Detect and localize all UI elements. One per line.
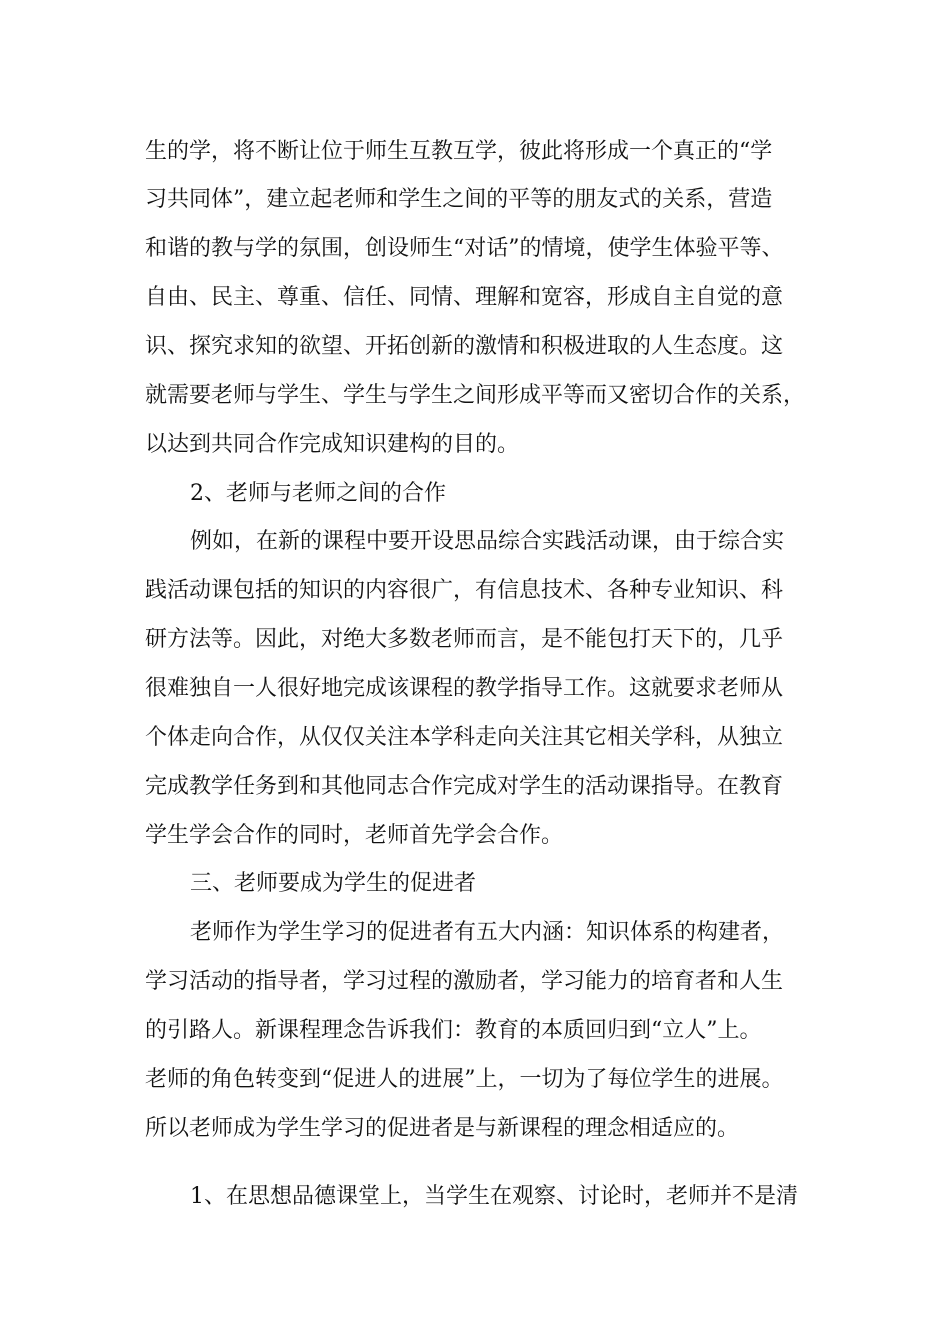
paragraph-line: 个体走向合作，从仅仅关注本学科走向关注其它相关学科，从独立 [145,725,784,750]
section-heading: 2、老师与老师之间的合作 [190,481,446,506]
paragraph-line: 老师作为学生学习的促进者有五大内涵：知识体系的构建者， [190,920,785,945]
paragraph-line: 的引路人。新课程理念告诉我们：教育的本质回归到“立人”上。 [145,1018,762,1043]
paragraph-line: 1、在思想品德课堂上，当学生在观察、讨论时，老师并不是清 [190,1184,798,1209]
paragraph-line: 老师的角色转变到“促进人的进展”上，一切为了每位学生的进展。 [145,1067,784,1092]
section-heading: 三、老师要成为学生的促进者 [190,871,477,896]
paragraph-line: 研方法等。因此，对绝大多数老师而言，是不能包打天下的，几乎 [145,627,784,652]
paragraph-line: 生的学，将不断让位于师生互教互学，彼此将形成一个真正的“学 [145,139,773,164]
paragraph-line: 完成教学任务到和其他同志合作完成对学生的活动课指导。在教育 [145,774,784,799]
paragraph-line: 所以老师成为学生学习的促进者是与新课程的理念相适应的。 [145,1116,740,1141]
paragraph-line: 很难独自一人很好地完成该课程的教学指导工作。这就要求老师从 [145,676,784,701]
paragraph-line: 自由、民主、尊重、信任、同情、理解和宽容，形成自主自觉的意 [145,285,784,310]
paragraph-line: 习共同体”，建立起老师和学生之间的平等的朋友式的关系，营造 [145,187,773,212]
paragraph-line: 以达到共同合作完成知识建构的目的。 [145,432,520,457]
paragraph-line: 识、探究求知的欲望、开拓创新的激情和积极进取的人生态度。这 [145,334,784,359]
paragraph-line: 学习活动的指导者，学习过程的激励者，学习能力的培育者和人生 [145,969,784,994]
paragraph-line: 就需要老师与学生、学生与学生之间形成平等而又密切合作的关系， [145,383,806,408]
paragraph-line: 践活动课包括的知识的内容很广，有信息技术、各种专业知识、科 [145,578,784,603]
paragraph-line: 例如，在新的课程中要开设思品综合实践活动课，由于综合实 [190,529,785,554]
paragraph-line: 和谐的教与学的氛围，创设师生“对话”的情境，使学生体验平等、 [145,236,784,261]
paragraph-line: 学生学会合作的同时，老师首先学会合作。 [145,823,564,848]
